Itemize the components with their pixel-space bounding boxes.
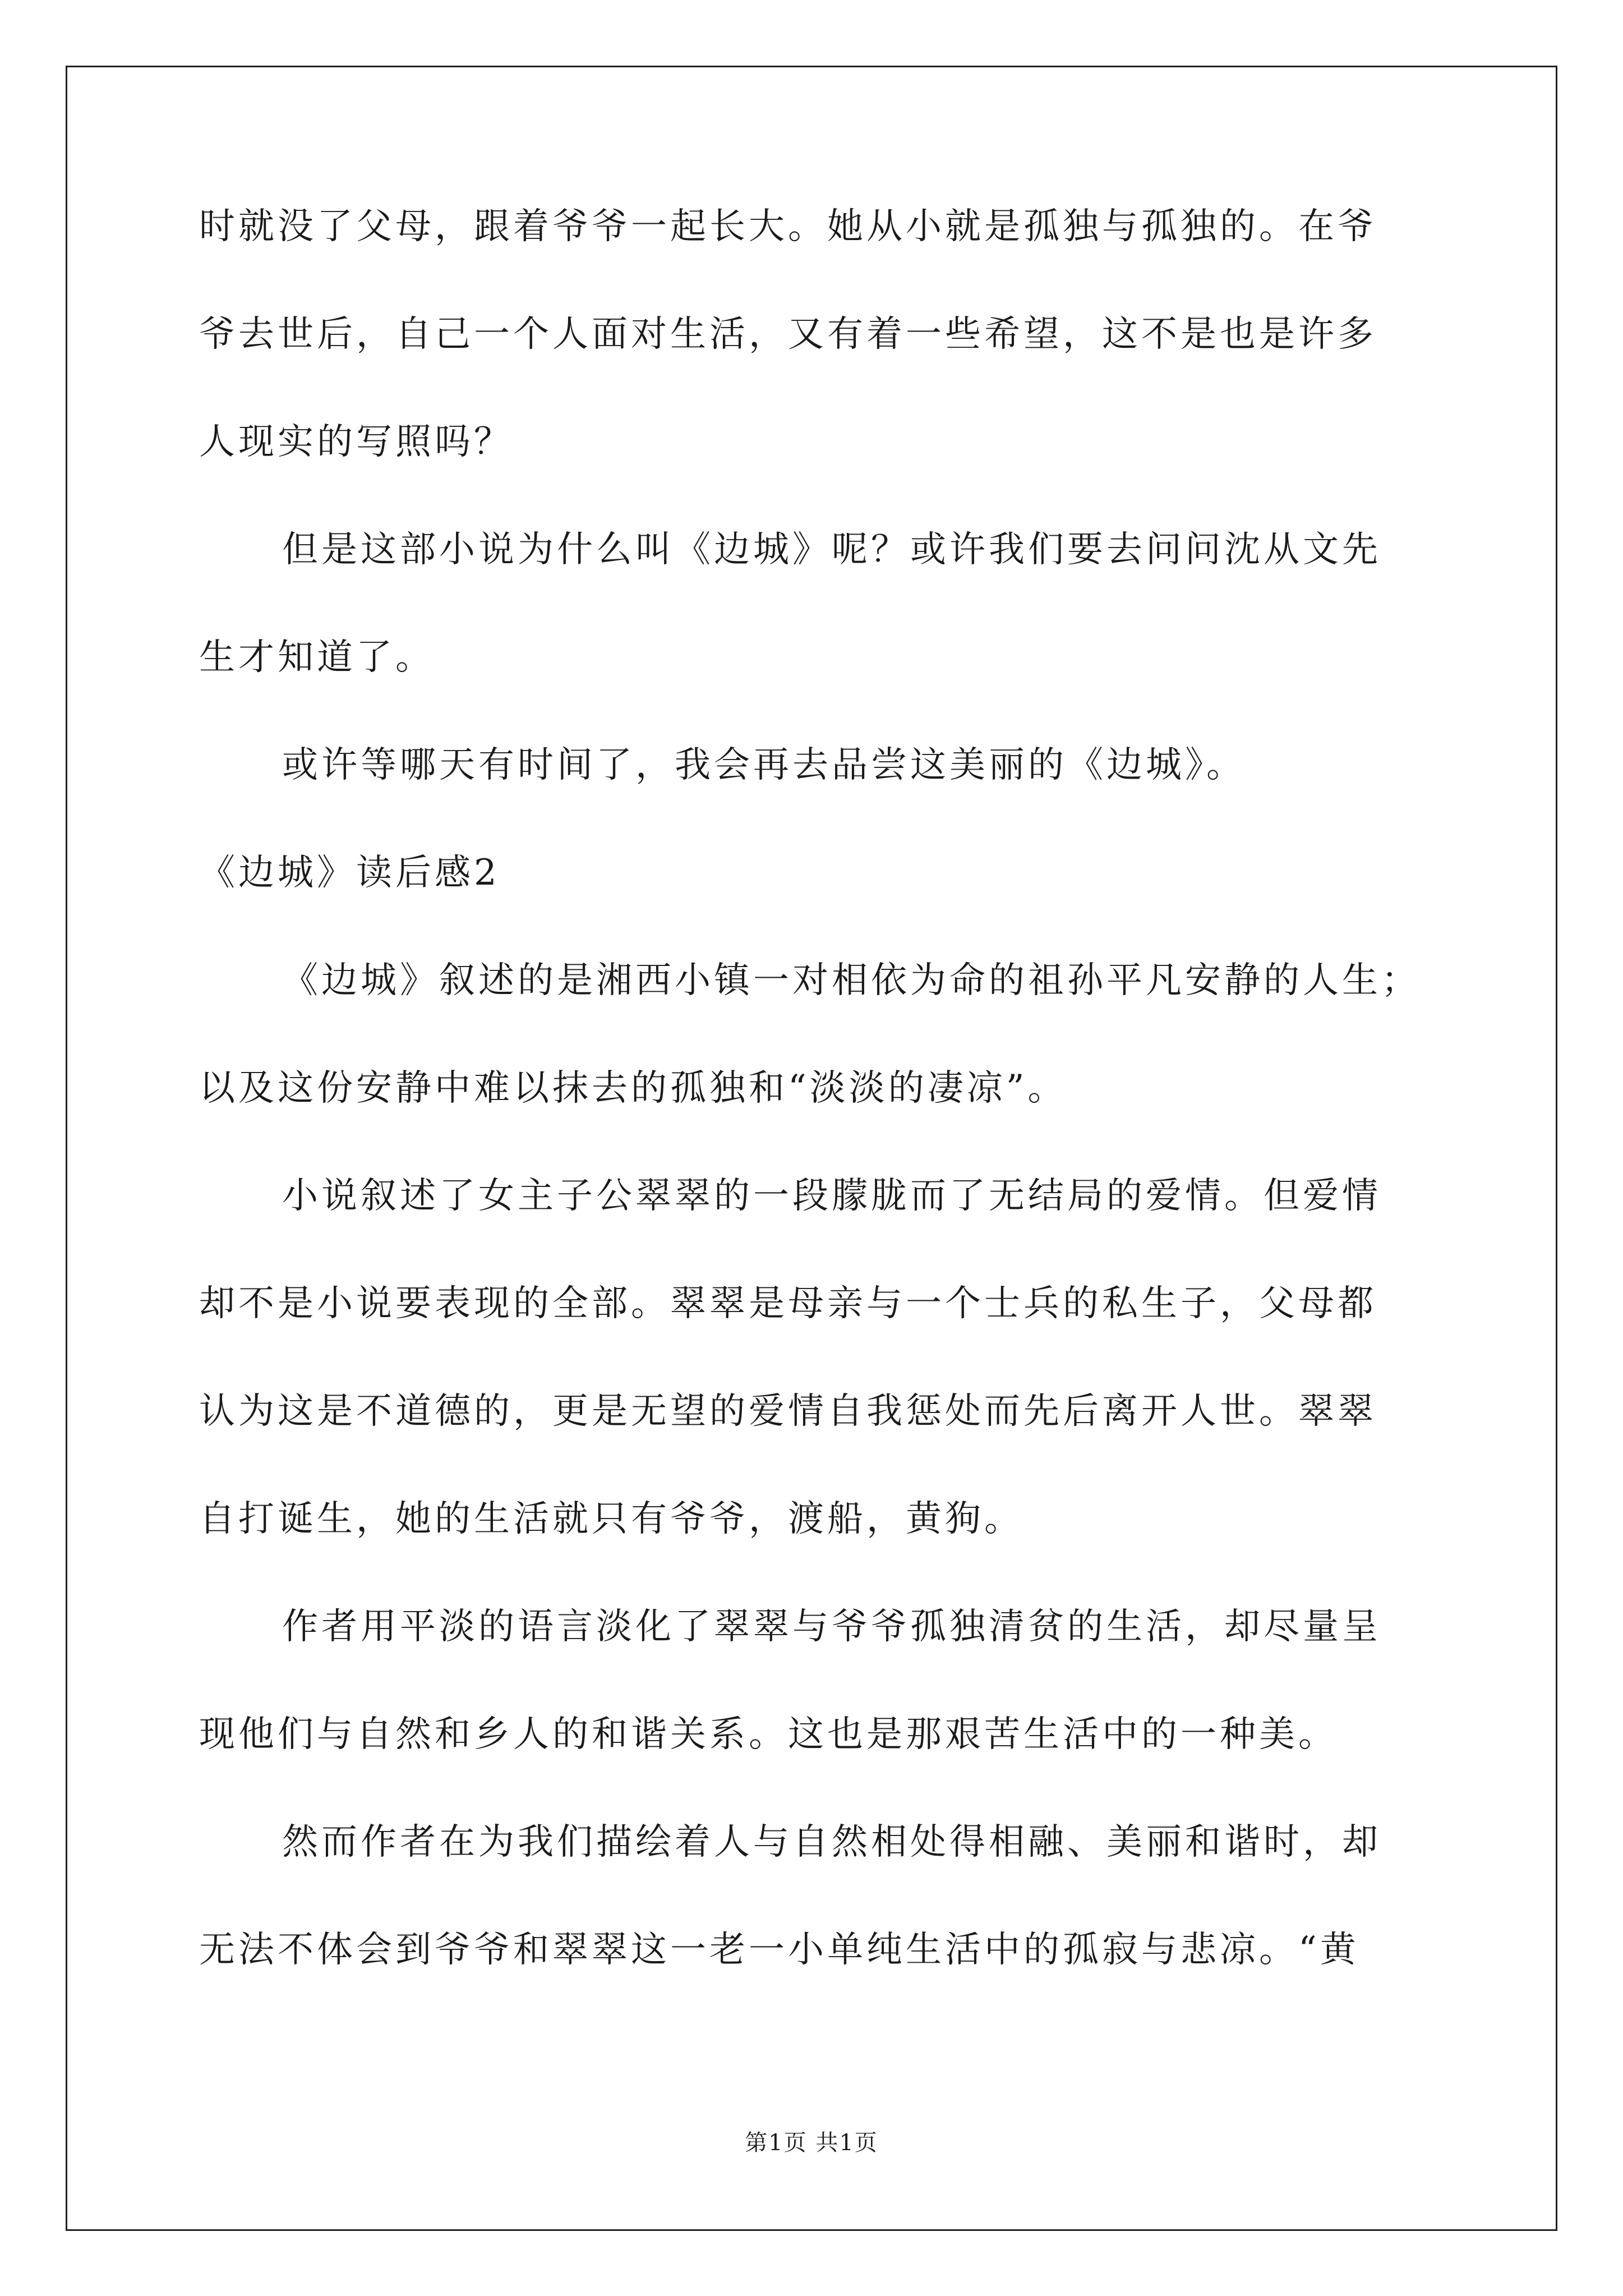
text-line: 自打诞生，她的生活就只有爷爷，渡船，黄狗。 (199, 1498, 1023, 1540)
text-line: 人现实的写照吗？ (199, 421, 513, 463)
text-line: 现他们与自然和乡人的和谐关系。这也是那艰苦生活中的一种美。 (199, 1714, 1338, 1755)
page-border (66, 66, 1557, 2231)
text-line: 以及这份安静中难以抹去的孤独和“淡淡的凄凉”。 (199, 1068, 1067, 1109)
paragraph-start-line: 然而作者在为我们描绘着人与自然相处得相融、美丽和谐时，却 (282, 1821, 1381, 1863)
paragraph-start-line: 作者用平淡的语言淡化了翠翠与爷爷孤独清贫的生活，却尽量呈 (282, 1606, 1381, 1648)
text-line: 爷去世后，自己一个人面对生活，又有着一些希望，这不是也是许多 (199, 314, 1377, 355)
paragraph-start-line: 小说叙述了女主子公翠翠的一段朦胧而了无结局的爱情。但爱情 (282, 1175, 1381, 1217)
paragraph-start-line: 但是这部小说为什么叫《边城》呢？或许我们要去问问沈从文先 (282, 529, 1381, 570)
text-line: 无法不体会到爷爷和翠翠这一老一小单纯生活中的孤寂与悲凉。“黄 (199, 1929, 1359, 1971)
text-line: 生才知道了。 (199, 637, 435, 678)
paragraph-start-line: 《边城》叙述的是湘西小镇一对相依为命的祖孙平凡安静的人生； (282, 960, 1421, 1001)
text-line: 认为这是不道德的，更是无望的爱情自我惩处而先后离开人世。翠翠 (199, 1391, 1377, 1432)
page-footer: 第1页 共1页 (745, 2130, 878, 2156)
text-line: 时就没了父母，跟着爷爷一起长大。她从小就是孤独与孤独的。在爷 (199, 206, 1377, 247)
text-line: 却不是小说要表现的全部。翠翠是母亲与一个士兵的私生子，父母都 (199, 1283, 1377, 1324)
paragraph-start-line: 或许等哪天有时间了，我会再去品尝这美丽的《边城》。 (282, 744, 1246, 786)
section-heading: 《边城》读后感2 (199, 852, 500, 894)
